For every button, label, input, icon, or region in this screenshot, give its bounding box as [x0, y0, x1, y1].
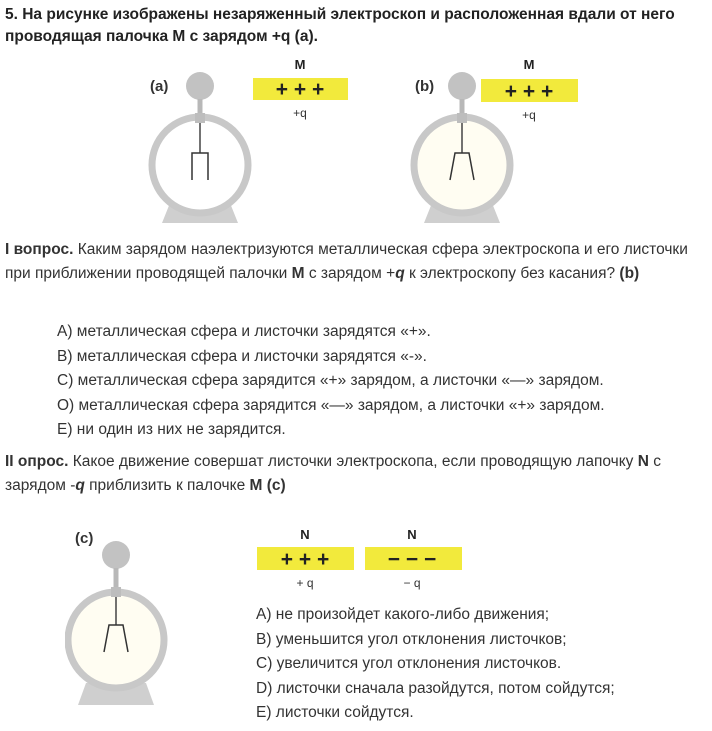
rod2-name: N: [407, 527, 417, 542]
electroscope-ball: [102, 541, 130, 569]
rod-name: M: [523, 57, 535, 72]
figure-c: [65, 525, 185, 720]
electroscope-ball: [186, 72, 214, 100]
rod1-signs: + + +: [280, 548, 330, 571]
question-2-heading: II опрос.: [5, 453, 69, 470]
figure-c-label: (c): [75, 530, 94, 547]
option-c[interactable]: C) металлическая сфера зарядится «+» зарядом, а листочки «—» зарядом.: [57, 372, 604, 389]
rod-name: M: [294, 57, 306, 72]
figure-b: [405, 55, 605, 230]
option-e[interactable]: E) листочки сойдутся.: [256, 704, 414, 721]
problem-title: 5. На рисунке изображены незаряженный электроскоп и расположенная вдали от него проводящая палочка М с зарядом +q (а).: [5, 6, 675, 45]
electroscope-plug: [195, 113, 205, 123]
option-d[interactable]: O) металлическая сфера зарядится «—» зарядом, а листочки «+» зарядом.: [57, 396, 605, 414]
rod-signs: + + +: [275, 78, 325, 101]
option-b[interactable]: B) уменьшится угол отклонения листочков;: [256, 630, 567, 648]
rod2-charge: − q: [403, 576, 421, 590]
question-1-options: [57, 320, 605, 443]
option-b[interactable]: B) металлическая сфера и листочки зарядятся «-».: [57, 347, 427, 365]
rod1-charge: + q: [296, 576, 314, 590]
figure-c-rods: [255, 525, 470, 595]
figure-a: [140, 55, 370, 230]
electroscope-plug: [111, 587, 121, 597]
option-e[interactable]: E) ни один из них не зарядится.: [57, 421, 286, 438]
option-d[interactable]: D) листочки сначала разойдутся, потом сойдутся;: [256, 679, 615, 697]
rod1-name: N: [300, 527, 310, 542]
electroscope-ball: [448, 72, 476, 100]
question-2-options: [256, 603, 615, 726]
rod-signs: + + +: [504, 80, 554, 103]
option-c[interactable]: C) увеличится угол отклонения листочков.: [256, 655, 562, 672]
figure-a-label: (a): [150, 78, 169, 95]
electroscope-stem: [114, 568, 119, 590]
rod2-signs: − − −: [387, 548, 437, 571]
question-1-ref: (b): [619, 265, 640, 282]
question-1-text: I вопрос. Каким зарядом наэлектризуются металлическая сфера электроскопа и его листочки при приближении проводящей палочки M с зарядом +q к электроскопу без касания? (b): [5, 241, 688, 282]
rod-charge: +q: [293, 106, 307, 120]
question-2-text: II опрос. Какое движение совершат листочки электроскопа, если проводящую лапочку N с зарядом -q приблизить к палочке M (c): [5, 453, 661, 494]
option-a[interactable]: A) металлическая сфера и листочки зарядятся «+».: [57, 323, 431, 340]
question-1-heading: I вопрос.: [5, 241, 74, 258]
option-a[interactable]: A) не произойдет какого-либо движения;: [256, 606, 550, 623]
question-2-ref: (c): [266, 477, 286, 494]
figure-b-label: (b): [415, 78, 435, 95]
rod-charge: +q: [522, 108, 536, 122]
electroscope-plug: [457, 113, 467, 123]
